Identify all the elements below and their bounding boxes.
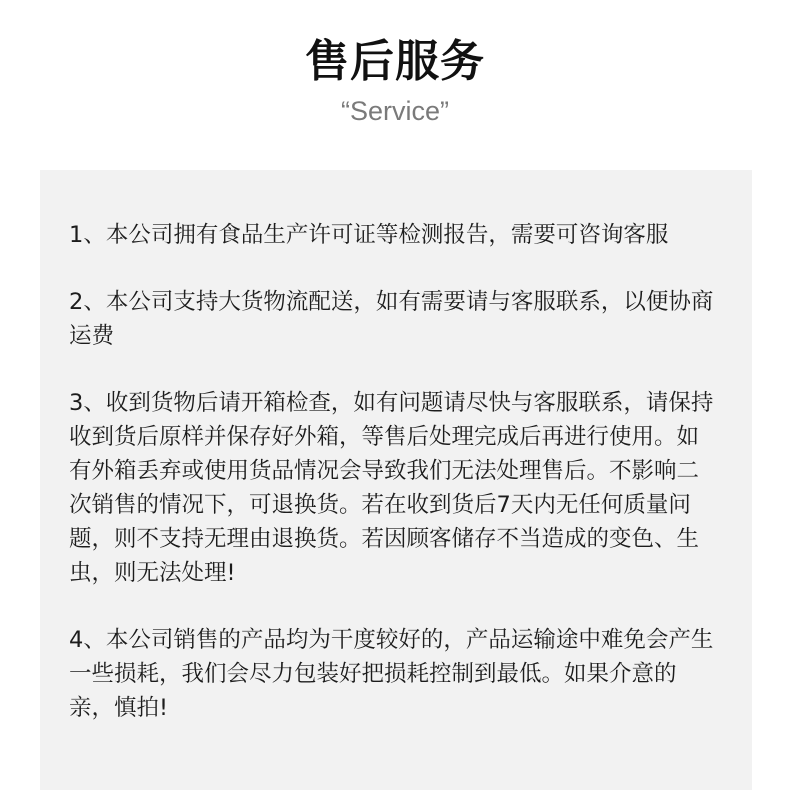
page-subtitle: “Service” xyxy=(340,96,449,126)
service-terms-list xyxy=(69,218,719,758)
header xyxy=(0,34,790,128)
service-term-item: 3、收到货物后请开箱检查，如有问题请尽快与客服联系，请保持收到货后原样并保存好外箱，等售后处理完成后再进行使用。如有外箱丢弃或使用货品情况会导致我们无法处理售后。不影响二次销售的情况下，可退换货。若在收到货后7天内无任何质量问题，则不支持无理由退换货。若因顾客储存不当造成的变色、生虫，则无法处理! xyxy=(69,390,714,586)
service-term-item: 1、本公司拥有食品生产许可证等检测报告，需要可咨询客服 xyxy=(69,222,669,248)
service-term-item: 2、本公司支持大货物流配送，如有需要请与客服联系，以便协商运费 xyxy=(69,289,714,349)
page-title: 售后服务 xyxy=(305,36,485,87)
service-term-item: 4、本公司销售的产品均为干度较好的，产品运输途中难免会产生一些损耗，我们会尽力包装好把损耗控制到最低。如果介意的亲，慎拍! xyxy=(69,627,714,721)
service-terms-panel xyxy=(40,170,752,790)
